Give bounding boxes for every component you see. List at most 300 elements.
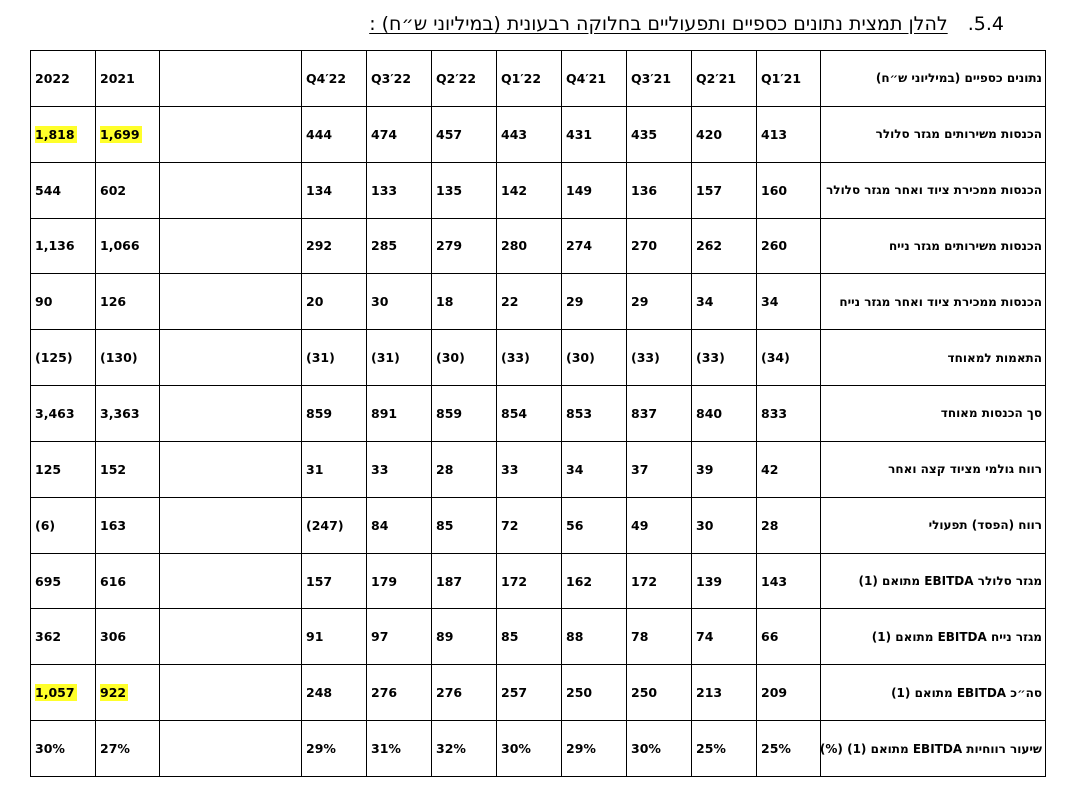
quarter-cell	[302, 274, 367, 330]
quarter-cell-value: 280	[501, 238, 528, 254]
header-quarter	[497, 51, 562, 107]
quarter-cell-value: 39	[696, 461, 714, 477]
quarter-cell-value: 29%	[566, 741, 596, 757]
quarter-cell	[562, 106, 627, 162]
quarter-cell	[367, 609, 432, 665]
year-cell	[96, 609, 160, 665]
quarter-cell	[302, 162, 367, 218]
quarter-cell-value: 172	[631, 573, 658, 589]
quarter-cell-value: 431	[566, 126, 593, 142]
year-cell	[96, 106, 160, 162]
quarter-cell-value: 30%	[501, 741, 531, 757]
year-cell-value: (130)	[100, 350, 138, 366]
row-label-value: סך הכנסות מאוחד	[940, 406, 1042, 421]
row-label-value: מגזר נייח EBITDA מתואם (1)	[871, 629, 1042, 644]
quarter-cell	[562, 218, 627, 274]
quarter-cell-value: 279	[436, 238, 463, 254]
year-cell	[31, 665, 96, 721]
year-cell-value: 922	[100, 685, 127, 701]
quarter-cell	[367, 665, 432, 721]
quarter-cell-value: 34	[566, 461, 584, 477]
quarter-cell	[432, 497, 497, 553]
row-label-value: שיעור רווחיות EBITDA מתואם (1) (%)	[819, 741, 1042, 756]
quarter-cell	[367, 441, 432, 497]
row-label-value: רווח (הפסד) תפעולי	[928, 518, 1042, 533]
quarter-cell-value: 413	[761, 126, 788, 142]
quarter-cell-value: 139	[696, 573, 723, 589]
year-cell	[31, 609, 96, 665]
spacer-cell	[160, 386, 302, 442]
row-label	[821, 106, 1046, 162]
quarter-cell	[757, 609, 821, 665]
quarter-cell-value: 25%	[696, 741, 726, 757]
year-cell	[96, 162, 160, 218]
header-year-value: 2021	[100, 70, 135, 86]
quarter-cell	[562, 330, 627, 386]
quarter-cell	[562, 441, 627, 497]
year-cell-value: 602	[100, 182, 127, 198]
quarter-cell	[562, 721, 627, 777]
quarter-cell-value: 213	[696, 685, 723, 701]
quarter-cell-value: 859	[306, 405, 333, 421]
spacer-cell	[160, 330, 302, 386]
table-row	[31, 665, 1046, 721]
quarter-cell	[627, 274, 692, 330]
year-cell	[31, 274, 96, 330]
quarter-cell	[497, 386, 562, 442]
quarter-cell	[302, 665, 367, 721]
quarter-cell	[367, 553, 432, 609]
year-cell	[96, 497, 160, 553]
quarter-cell	[692, 218, 757, 274]
quarter-cell	[497, 162, 562, 218]
row-label	[821, 497, 1046, 553]
quarter-cell-value: 285	[371, 238, 398, 254]
quarter-cell-value: 157	[696, 182, 723, 198]
quarter-cell	[627, 497, 692, 553]
quarter-cell	[692, 665, 757, 721]
quarter-cell-value: 97	[371, 629, 389, 645]
quarter-cell-value: 420	[696, 126, 723, 142]
quarter-cell-value: 78	[631, 629, 649, 645]
year-cell-value: 3,363	[100, 405, 140, 421]
quarter-cell-value: 250	[631, 685, 658, 701]
quarter-cell-value: 840	[696, 405, 723, 421]
row-label	[821, 609, 1046, 665]
quarter-cell	[432, 441, 497, 497]
quarter-cell	[367, 721, 432, 777]
row-label-value: הכנסות משירותים מגזר נייח	[888, 238, 1042, 253]
row-label	[821, 330, 1046, 386]
table-row	[31, 274, 1046, 330]
year-cell-value: 30%	[35, 741, 65, 757]
quarter-cell-value: 179	[371, 573, 398, 589]
spacer-cell	[160, 106, 302, 162]
row-label	[821, 162, 1046, 218]
year-cell	[31, 497, 96, 553]
quarter-cell-value: 29	[631, 294, 649, 310]
quarter-cell-value: 143	[761, 573, 788, 589]
quarter-cell-value: 85	[436, 517, 454, 533]
year-cell	[31, 386, 96, 442]
quarter-cell-value: 435	[631, 126, 658, 142]
spacer-cell	[160, 441, 302, 497]
header-quarter-value: Q2′22	[436, 70, 477, 86]
quarter-cell	[367, 274, 432, 330]
header-quarter	[562, 51, 627, 107]
spacer-cell	[160, 609, 302, 665]
quarter-cell	[367, 218, 432, 274]
quarter-cell	[367, 330, 432, 386]
quarter-cell	[497, 609, 562, 665]
year-cell	[31, 106, 96, 162]
row-label-value: הכנסות ממכירת ציוד ואחר מגזר נייח	[839, 294, 1042, 309]
quarter-cell-value: 25%	[761, 741, 791, 757]
quarter-cell	[367, 497, 432, 553]
quarter-cell-value: 292	[306, 238, 333, 254]
quarter-cell	[302, 386, 367, 442]
quarter-cell-value: (30)	[436, 350, 465, 366]
quarter-cell-value: 136	[631, 182, 658, 198]
year-cell-value: 126	[100, 294, 127, 310]
row-label-value: התאמות למאוחד	[947, 350, 1042, 365]
quarter-cell-value: 134	[306, 182, 333, 198]
quarter-cell	[757, 497, 821, 553]
quarter-cell	[757, 218, 821, 274]
quarter-cell-value: 853	[566, 405, 593, 421]
quarter-cell	[367, 162, 432, 218]
table-row	[31, 609, 1046, 665]
quarter-cell	[497, 218, 562, 274]
quarter-cell	[432, 721, 497, 777]
year-cell	[96, 330, 160, 386]
quarter-cell	[497, 721, 562, 777]
quarter-cell-value: 30%	[631, 741, 661, 757]
quarter-cell-value: 30	[696, 517, 714, 533]
year-cell-value: 1,066	[100, 238, 140, 254]
quarter-cell	[757, 721, 821, 777]
year-cell	[31, 218, 96, 274]
year-cell-value: 1,057	[35, 685, 75, 701]
row-label	[821, 386, 1046, 442]
quarter-cell	[692, 553, 757, 609]
spacer-cell	[160, 665, 302, 721]
year-cell-value: 1,818	[35, 126, 75, 142]
quarter-cell	[497, 553, 562, 609]
quarter-cell-value: 257	[501, 685, 528, 701]
quarter-cell	[367, 386, 432, 442]
quarter-cell	[692, 441, 757, 497]
header-quarter-value: Q4′21	[566, 70, 607, 86]
quarter-cell-value: 837	[631, 405, 658, 421]
row-label-value: מגזר סלולר EBITDA מתואם (1)	[858, 574, 1042, 589]
row-label-value: רווח גולמי מציוד קצה ואחר	[888, 462, 1042, 477]
quarter-cell	[562, 386, 627, 442]
section-title: להלן תמצית נתונים כספיים ותפעוליים בחלוקה רבעונית (במיליוני ש״ח) :	[369, 13, 948, 35]
year-cell-value: (125)	[35, 350, 73, 366]
quarter-cell-value: 33	[501, 461, 519, 477]
quarter-cell	[302, 218, 367, 274]
quarter-cell-value: 276	[436, 685, 463, 701]
year-cell-value: 616	[100, 573, 127, 589]
quarter-cell	[627, 553, 692, 609]
row-label	[821, 441, 1046, 497]
quarter-cell	[562, 162, 627, 218]
row-label-value: הכנסות משירותים מגזר סלולר	[875, 127, 1042, 142]
year-cell-value: (6)	[35, 517, 56, 533]
quarter-cell-value: 443	[501, 126, 528, 142]
quarter-cell	[627, 609, 692, 665]
quarter-cell-value: 31	[306, 461, 324, 477]
row-label-value: סה״כ EBITDA מתואם (1)	[891, 685, 1042, 700]
quarter-cell	[562, 553, 627, 609]
quarter-cell	[757, 330, 821, 386]
quarter-cell	[432, 609, 497, 665]
quarter-cell	[627, 162, 692, 218]
quarter-cell	[302, 497, 367, 553]
quarter-cell	[757, 553, 821, 609]
spacer-cell	[160, 274, 302, 330]
quarter-cell	[692, 106, 757, 162]
table-row	[31, 162, 1046, 218]
table-row	[31, 330, 1046, 386]
table-row	[31, 553, 1046, 609]
year-cell-value: 152	[100, 461, 127, 477]
quarter-cell-value: 133	[371, 182, 398, 198]
quarter-cell-value: 142	[501, 182, 528, 198]
row-label	[821, 665, 1046, 721]
quarter-cell	[432, 553, 497, 609]
year-cell	[31, 330, 96, 386]
year-cell-value: 3,463	[35, 405, 75, 421]
quarter-cell	[757, 162, 821, 218]
quarter-cell-value: 444	[306, 126, 333, 142]
quarter-cell-value: 34	[696, 294, 714, 310]
table-row	[31, 441, 1046, 497]
quarter-cell	[302, 609, 367, 665]
quarter-cell	[432, 218, 497, 274]
quarter-cell-value: 162	[566, 573, 593, 589]
header-spacer	[160, 51, 302, 107]
quarter-cell-value: 209	[761, 685, 788, 701]
quarter-cell-value: 74	[696, 629, 714, 645]
quarter-cell-value: 88	[566, 629, 584, 645]
table-row	[31, 497, 1046, 553]
header-quarter	[432, 51, 497, 107]
header-year-value: 2022	[35, 70, 70, 86]
quarter-cell-value: 89	[436, 629, 454, 645]
quarter-cell	[627, 386, 692, 442]
quarter-cell-value: 32%	[436, 741, 466, 757]
year-cell	[96, 441, 160, 497]
quarter-cell	[627, 665, 692, 721]
table-row	[31, 218, 1046, 274]
table-row	[31, 106, 1046, 162]
quarter-cell-value: 85	[501, 629, 519, 645]
quarter-cell-value: 66	[761, 629, 779, 645]
year-cell-value: 306	[100, 629, 127, 645]
header-quarter-value: Q3′21	[631, 70, 672, 86]
header-quarter	[692, 51, 757, 107]
year-cell	[96, 665, 160, 721]
header-quarter-value: Q2′21	[696, 70, 737, 86]
quarter-cell-value: 22	[501, 294, 519, 310]
year-cell-value: 90	[35, 294, 53, 310]
header-label-value: נתונים כספיים (במיליוני ש״ח)	[875, 71, 1042, 86]
quarter-cell	[562, 665, 627, 721]
quarter-cell	[627, 106, 692, 162]
quarter-cell-value: (33)	[696, 350, 725, 366]
year-cell-value: 1,699	[100, 126, 140, 142]
quarter-cell-value: (247)	[306, 517, 344, 533]
quarter-cell	[302, 441, 367, 497]
quarter-cell	[302, 721, 367, 777]
quarter-cell	[692, 386, 757, 442]
quarter-cell	[497, 497, 562, 553]
header-year	[31, 51, 96, 107]
quarter-cell-value: 474	[371, 126, 398, 142]
row-label-value: הכנסות ממכירת ציוד ואחר מגזר סלולר	[826, 183, 1042, 198]
quarter-cell	[562, 274, 627, 330]
section-number: 5.4.	[967, 13, 1004, 35]
quarter-cell-value: (31)	[371, 350, 400, 366]
quarter-cell-value: 29	[566, 294, 584, 310]
year-cell	[96, 553, 160, 609]
header-quarter-value: Q3′22	[371, 70, 412, 86]
quarter-cell	[302, 553, 367, 609]
spacer-cell	[160, 218, 302, 274]
quarter-cell-value: 859	[436, 405, 463, 421]
header-quarter	[757, 51, 821, 107]
quarter-cell	[562, 497, 627, 553]
quarter-cell-value: 30	[371, 294, 389, 310]
quarter-cell	[692, 721, 757, 777]
year-cell	[31, 721, 96, 777]
year-cell-value: 1,136	[35, 238, 75, 254]
quarter-cell	[627, 721, 692, 777]
quarter-cell	[757, 274, 821, 330]
year-cell-value: 27%	[100, 741, 130, 757]
year-cell	[96, 218, 160, 274]
quarter-cell-value: 891	[371, 405, 398, 421]
header-quarter	[302, 51, 367, 107]
quarter-cell	[432, 386, 497, 442]
quarter-cell	[302, 330, 367, 386]
quarter-cell-value: 72	[501, 517, 519, 533]
quarter-cell-value: 56	[566, 517, 584, 533]
row-label	[821, 721, 1046, 777]
quarter-cell	[432, 162, 497, 218]
header-year	[96, 51, 160, 107]
quarter-cell	[757, 386, 821, 442]
quarter-cell-value: (33)	[631, 350, 660, 366]
year-cell-value: 695	[35, 573, 62, 589]
quarter-cell-value: 31%	[371, 741, 401, 757]
quarter-cell-value: 157	[306, 573, 333, 589]
quarter-cell-value: 28	[436, 461, 454, 477]
quarter-cell	[497, 330, 562, 386]
year-cell	[31, 441, 96, 497]
year-cell	[96, 274, 160, 330]
year-cell	[31, 553, 96, 609]
quarter-cell	[497, 441, 562, 497]
quarter-cell-value: 270	[631, 238, 658, 254]
quarter-cell-value: 49	[631, 517, 649, 533]
quarter-cell	[757, 106, 821, 162]
row-label	[821, 218, 1046, 274]
quarter-cell	[497, 106, 562, 162]
quarter-cell-value: 260	[761, 238, 788, 254]
quarter-cell	[432, 330, 497, 386]
quarter-cell	[692, 609, 757, 665]
quarter-cell	[497, 274, 562, 330]
year-cell-value: 544	[35, 182, 62, 198]
year-cell	[96, 386, 160, 442]
year-cell	[31, 162, 96, 218]
row-label	[821, 553, 1046, 609]
quarter-cell-value: 84	[371, 517, 389, 533]
quarter-cell-value: 28	[761, 517, 779, 533]
year-cell-value: 125	[35, 461, 62, 477]
quarter-cell	[432, 274, 497, 330]
quarter-cell-value: (30)	[566, 350, 595, 366]
header-quarter-value: Q1′22	[501, 70, 542, 86]
quarter-cell-value: 20	[306, 294, 324, 310]
quarter-cell	[432, 665, 497, 721]
quarter-cell-value: 833	[761, 405, 788, 421]
spacer-cell	[160, 162, 302, 218]
section-heading	[369, 13, 1004, 35]
quarter-cell-value: 250	[566, 685, 593, 701]
quarter-cell	[627, 218, 692, 274]
year-cell-value: 362	[35, 629, 62, 645]
header-quarter-value: Q1′21	[761, 70, 802, 86]
quarter-cell-value: 91	[306, 629, 324, 645]
quarter-cell-value: 34	[761, 294, 779, 310]
quarter-cell-value: 29%	[306, 741, 336, 757]
quarter-cell-value: 18	[436, 294, 454, 310]
spacer-cell	[160, 497, 302, 553]
quarter-cell	[432, 106, 497, 162]
quarter-cell-value: 457	[436, 126, 463, 142]
quarter-cell	[627, 330, 692, 386]
quarter-cell	[367, 106, 432, 162]
quarter-cell	[497, 665, 562, 721]
quarter-cell-value: 160	[761, 182, 788, 198]
spacer-cell	[160, 721, 302, 777]
quarter-cell	[692, 497, 757, 553]
year-cell-value: 163	[100, 517, 127, 533]
quarter-cell	[692, 162, 757, 218]
row-label	[821, 274, 1046, 330]
header-quarter-value: Q4′22	[306, 70, 347, 86]
quarter-cell-value: 172	[501, 573, 528, 589]
quarter-cell-value: 276	[371, 685, 398, 701]
year-cell	[96, 721, 160, 777]
quarter-cell	[692, 274, 757, 330]
quarter-cell-value: (34)	[761, 350, 790, 366]
header-quarter	[627, 51, 692, 107]
quarter-cell	[757, 441, 821, 497]
quarter-cell-value: 135	[436, 182, 463, 198]
spacer-cell	[160, 553, 302, 609]
quarter-cell-value: 854	[501, 405, 528, 421]
quarter-cell	[692, 330, 757, 386]
quarter-cell-value: 274	[566, 238, 593, 254]
quarter-cell-value: 262	[696, 238, 723, 254]
quarter-cell	[562, 609, 627, 665]
quarter-cell	[302, 106, 367, 162]
